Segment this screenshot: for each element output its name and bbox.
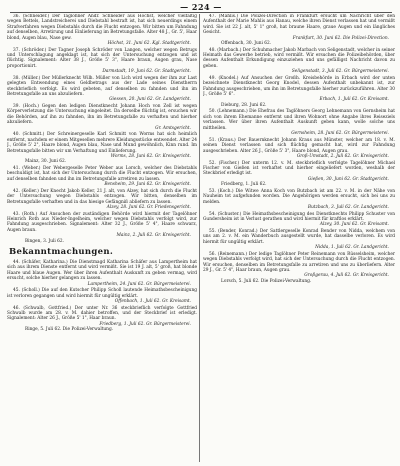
- notice-signature: Höchst, 31. Juni 62. Kgl. Stadtgericht.: [107, 41, 191, 47]
- notice-entry: [7, 212, 197, 244]
- notice-signature: Nidda, 1. Juli 62. Gr. Landgericht.: [315, 245, 389, 251]
- notice-text: 56. (Reinemann.) Der ledige Taglöhner Peter Reinemann von Rüsselsheim, welcher wegen Diebstahls verfolgt wird, hat sich der Untersuchung durch die Flucht entzogen. Wir ersuchen, denselben im Betretungsfalle zu arretiren und uns zu überliefern. Alter 29 J., Gr. 5' 4", Haar braun, Augen grau.: [203, 251, 395, 273]
- notice-text: 37. (Schröder.) Der Tagner Joseph Schröder von Langen, welcher wegen Betrugs und Unterschlagung angeklagt ist, hat sich der Untersuchung entzogen und ist flüchtig. Signalement: Alter 38 J., Größe 5' 3", Haare braun, Augen grau, Nase proportionirt.: [7, 47, 197, 69]
- notice-text: 45. (Scholl.) Die auf den Kutscher Philipp Scholl lautende Heimathsbescheinigung ist verloren gegangen und wird hiermit für ungültig erklärt.: [7, 288, 197, 299]
- notice-signature: Erbach, 1. Juli 62. Gr. Kreisamt.: [319, 97, 389, 103]
- notice-entry: [203, 48, 395, 75]
- notice-stamp: Dieburg, 28. Juni 62.: [221, 102, 267, 108]
- notice-signature: Offenbach, 1. Juli 62. Gr. Kreisamt.: [114, 299, 191, 304]
- notice-entry: [7, 48, 197, 75]
- notice-text: 46. (Schwalb, Gottfried.) Der unter Nr. 36 steckbrieflich verfolgte Gottfried Schwalb wurde am 28. v. M. dahier betroffen, und der Steckbrief ist erledigt. Signalement: Alter 26 J., Größe 5' 1", Haar braun.: [7, 305, 197, 322]
- notice-entry: [203, 138, 395, 160]
- notice-signature: Worms, 28. Juni 62. Gr. Kreisgericht.: [110, 153, 191, 159]
- notice-text: 55. (Bender, Konrad.) Der Sattlergeselle Konrad Bender von Nidda, welchem von uns am 2. v. M. ein Wanderbuch ausgestellt wurde, hat dasselbe verloren. Es wird hiermit für ungültig erklärt.: [203, 228, 395, 245]
- notice-entry: [7, 260, 197, 287]
- notice-signature: Alzey, 28. Juni 62. Gr. Friedensgericht.: [106, 204, 191, 210]
- notice-signature: Gernsheim, 28. Juni 62. Gr. Bürgermeisterei.: [291, 131, 389, 137]
- notice-stamp: Offenbach, 30. Juni 62.: [221, 41, 272, 47]
- notice-signature: Friedberg, 1. Juli 62. Gr. Bürgermeisterei.: [99, 321, 191, 327]
- notice-signature: Giessen, 20. Juni 62. Gr. Landgericht.: [109, 97, 191, 103]
- notice-text: 42. (Keller.) Der Knecht Jakob Keller, 21 J. alt, von Alzey, hat sich durch die Flucht der Untersuchung wegen Diebstahls entzogen. Wir bitten, denselben im Betretungsfalle verhaften und in das hiesige Gefängniß abliefern zu lassen.: [7, 188, 197, 205]
- left-notices: [7, 260, 197, 333]
- notice-entry: [203, 109, 395, 136]
- notice-text: 48. (Marbach.) Der Schuhmacher Jakob Marbach von Seligenstadt, welcher in seiner Heimath das Gewerbe betrieb, wird vermißt. Wir ersuchen die Polizeibehörden, über dessen Aufenthalt Erkundigung einzuziehen und uns gefälligst Nachricht davon zu geben.: [203, 47, 395, 69]
- notice-entry: [7, 14, 197, 46]
- right-entries: [203, 14, 395, 284]
- notice-entry: [203, 189, 395, 211]
- notice-entry: [203, 252, 395, 284]
- notice-entry: [203, 212, 395, 228]
- notice-text: 40. (Schmitt.) Der Schreinergeselle Karl Schmitt von Worms hat sich heimlich entfernt, nachdem er einem Mitgesellen mehrere Kleidungsstücke entwendet. Alter 24 J., Größe 5' 2", Haare blond, Augen blau, Nase und Mund gewöhnlich, Kinn rund. Im Betretungsfalle bitten wir um Verhaftung und Einlieferung.: [7, 132, 197, 154]
- notice-entry: [203, 161, 395, 188]
- notice-signature: Gr. Amtsgericht.: [155, 125, 191, 131]
- notice-text: 36. (Schneider.) Der Taglöhner Andr. Schneider aus Höchst, welcher vielfältig wegen Bettels, Landstreicherei und Diebstahl bestraft ist, hat sich neuerdings einem Strafverfahren wegen Diebstahls durch die Flucht entzogen. Wir bitten um Fahndung auf denselben, Arretirung und Einlieferung im Betretungsfalle. Alter 48 J., Gr. 5', Haar blond, Augen blau, Nase gew.: [7, 14, 197, 41]
- notice-signature: Bensheim, 29. Juni 62. Gr. Kreisgericht.: [104, 182, 191, 188]
- notice-entry: [7, 288, 197, 304]
- notice-signature: Darmstadt, 19. Juni 62. Gr. Stadtgericht.: [102, 69, 191, 75]
- notice-entry: [203, 14, 395, 46]
- page-number: — 224 —: [180, 2, 222, 12]
- notice-entry: [7, 76, 197, 103]
- notice-signature: Gießen, 30. Juni 62. Gr. Stadtgericht.: [307, 176, 389, 182]
- notice-text: 50. (Lehnemann.) Die Ehefrau des Taglöhners Georg Lehnemann von Gernsheim hat sich von ihrem Ehemanne entfernt und ihren Wohnort ohne Angabe ihres Reiseziels verlassen. Wer über ihren Aufenthalt Auskunft geben kann, wolle solche uns mittheilen.: [203, 109, 395, 131]
- page-header: [10, 3, 392, 13]
- left-entries: [7, 14, 197, 244]
- notice-signature: Alzey, 30. Juni 62. Gr. Kreisamt.: [319, 222, 389, 228]
- notice-stamp: Lorsch, 5. Juli 62. Die Polizei-Verwaltung.: [221, 278, 312, 284]
- notice-stamp: Mainz, 30. Juni 62.: [25, 159, 67, 165]
- notice-text: 52. (Fischer.) Der unterm 12. v. M. steckbrieflich verfolgte Tagelöhner Michael Fischer von Gießen ist verhaftet und hierher eingeliefert worden, weshalb der Steckbrief erledigt ist.: [203, 160, 395, 177]
- notice-entry: [203, 229, 395, 251]
- notice-text: 38. (Müller.) Der Müllerknecht Wilh. Müller von Lich wird wegen der ihm zur Last gelegten Entwendung eines Geldbetrags aus der Lade seines Dienstherrn steckbrieflich verfolgt. Es wird gebeten, auf denselben zu fahnden und ihn im Betretungsfalle an uns abzuliefern.: [7, 75, 197, 98]
- notice-stamp: Friedberg, 1. Juli 62.: [221, 182, 267, 188]
- notice-entry: [7, 306, 197, 333]
- left-column: [7, 14, 197, 464]
- column-divider: [199, 14, 200, 462]
- notice-entry: [203, 76, 395, 108]
- notice-entry: [7, 189, 197, 211]
- notice-stamp: Bingen, 3. Juli 62.: [25, 238, 64, 244]
- notice-signature: Großgerau, 4. Juli 62. Gr. Kreisgericht.: [304, 273, 389, 279]
- notice-stamp: Ringe, 5. Juli 62. Die Polizei-Verwaltung.: [25, 327, 114, 333]
- notice-signature: Groß-Umstadt, 2. Juli 62. Gr. Kreisgericht.: [296, 153, 389, 159]
- notice-signature: Butzbach, 3. Juli 62. Gr. Landgericht.: [307, 204, 389, 210]
- notice-entry: [7, 166, 197, 188]
- notice-text: 43. (Roth.) Auf Ansuchen der zuständigen Behörde wird hiermit der Tagelöhner Heinrich Roth aus Nieder-Ingelheim, welcher wegen Diebstahls verfolgt wird, zur Fahndung ausgeschrieben. Signalement: Alter 32 J., Größe 5' 4", Haare schwarz, Augen braun.: [7, 211, 197, 233]
- notice-text: 47. (Mahlis.) Die Polizei-Direction in Frankfurt ersucht um Nachricht über den Aufenthalt der Marie Mahlis aus Hanau, welche ihren Dienst verlassen hat und vermißt wird. Sie ist 22 J. alt, 5' 1" groß, hat braune Haare, graue Augen und ein längliches Gesicht.: [203, 14, 395, 36]
- notice-text: 44. (Schäfer, Katharina.) Die Dienstmagd Katharina Schäfer aus Lampertheim hat sich aus ihrem Dienste entfernt und wird vermißt. Sie ist 19 J. alt, 5' groß, hat blonde Haare und blaue Augen. Wer über ihren Aufenthalt Auskunft zu geben vermag, wird ersucht, solche hierher gelangen zu lassen.: [7, 259, 197, 282]
- notice-text: 51. (Kraus.) Der Bauernknecht Johann Kraus aus Münster, welcher am 18. v. M. seinen Dienst verlassen und sich flüchtig gemacht hat, wird zur Fahndung ausgeschrieben. Alter 26 J., Größe 5' 3", Haare blond, Augen grau.: [203, 137, 395, 154]
- notice-signature: Mainz, 2. Juli 62. Gr. Kreisgericht.: [116, 233, 191, 239]
- notice-text: 54. (Schuster.) Die Heimathsbescheinigung des Dienstknechts Philipp Schuster von Gundersheim ist in Verlust gerathen und wird hiermit für kraftlos erklärt.: [203, 211, 395, 222]
- notice-text: 41. (Weber.) Der Webergeselle Peter Weber aus Lorsch, welcher des Diebstahls beschuldigt ist, hat sich der Untersuchung durch die Flucht entzogen. Wir ersuchen, auf denselben fahnden und ihn im Betretungsfalle arretiren zu lassen.: [7, 165, 197, 182]
- notice-text: 49. (Knodel.) Auf Ansuchen der Großh. Kreisbehörde in Erbach wird der unten bezeichnete Dienstknecht Georg Knodel, dessen Aufenthalt unbekannt ist, zur Fahndung ausgeschrieben, um ihn im Betretungsfalle hierher zurückzuführen. Alter 30 J., Größe 5' 6".: [203, 75, 395, 98]
- notice-text: 53. (Koch.) Die Witwe Anna Koch von Butzbach ist am 22. v. M. in der Nähe von Nauheim tot aufgefunden worden. Die Angehörigen werden ersucht, sich bei uns zu melden.: [203, 188, 395, 205]
- notice-signature: Seligenstadt, 3. Juli 62. Gr. Bürgermeisterei.: [291, 69, 389, 75]
- notice-signature: Lampertheim, 24. Juni 62. Gr. Bürgermeisterei.: [87, 281, 191, 287]
- notice-signature: Frankfurt, 30. Juni 62. Die Polizei-Direction.: [292, 35, 389, 41]
- right-column: [203, 14, 395, 464]
- notice-entry: [7, 104, 197, 131]
- section-heading: Bekanntmachungen.: [9, 246, 114, 257]
- notice-entry: [7, 132, 197, 164]
- notice-text: 39. (Hoch.) Gegen den ledigen Dienstknecht Johann Hoch von Zell ist wegen Körperverletzung die Untersuchung eingeleitet. Da derselbe flüchtig ist, ersuchen wir die Behörden, auf ihn zu fahnden, ihn im Betretungsfalle zu verhaften und hierher abzuliefern.: [7, 104, 197, 126]
